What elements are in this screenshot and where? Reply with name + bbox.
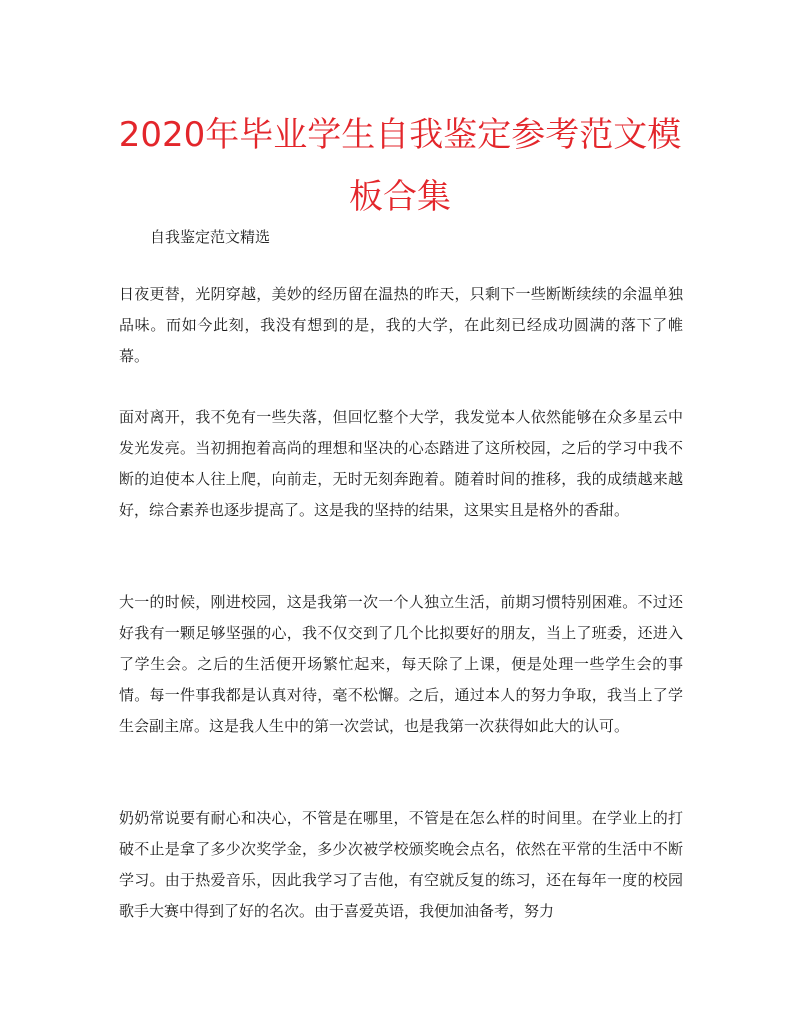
body-paragraph: 奶奶常说要有耐心和决心，不管是在哪里，不管是在怎么样的时间里。在学业上的打破不止是拿了多少次奖学金，多少次被学校颁奖晚会点名，依然在平常的生活中不断学习。由于热爱音乐，因此我学习了吉他，有空就反复的练习，还在每年一度的校园歌手大赛中得到了好的名次。由于喜爱英语，我便加油备考，努力 <box>119 809 683 920</box>
document-subtitle: 自我鉴定范文精选 <box>150 228 271 246</box>
document-title: 2020年毕业学生自我鉴定参考范文模板合集 <box>118 115 682 217</box>
body-paragraph: 日夜更替，光阴穿越，美妙的经历留在温热的昨天，只剩下一些断断续续的余温单独品味。而如今此刻，我没有想到的是，我的大学，在此刻已经成功圆满的落下了帷幕。 <box>119 285 683 365</box>
body-paragraph: 大一的时候，刚进校园，这是我第一次一个人独立生活，前期习惯特别困难。不过还好我有一颗足够坚强的心，我不仅交到了几个比拟要好的朋友，当上了班委，还进入了学生会。之后的生活便开场繁忙起来，每天除了上课，便是处理一些学生会的事情。每一件事我都是认真对待，毫不松懈。之后，通过本人的努力争取，我当上了学生会副主席。这是我人生中的第一次尝试，也是我第一次获得如此大的认可。 <box>119 593 683 735</box>
body-paragraph: 面对离开，我不免有一些失落，但回忆整个大学，我发觉本人依然能够在众多星云中发光发亮。当初拥抱着高尚的理想和坚决的心态踏进了这所校园，之后的学习中我不断的迫使本人往上爬，向前走，无时无刻奔跑着。随着时间的推移，我的成绩越来越好，综合素养也逐步提高了。这是我的坚持的结果，这果实且是格外的香甜。 <box>119 408 683 519</box>
